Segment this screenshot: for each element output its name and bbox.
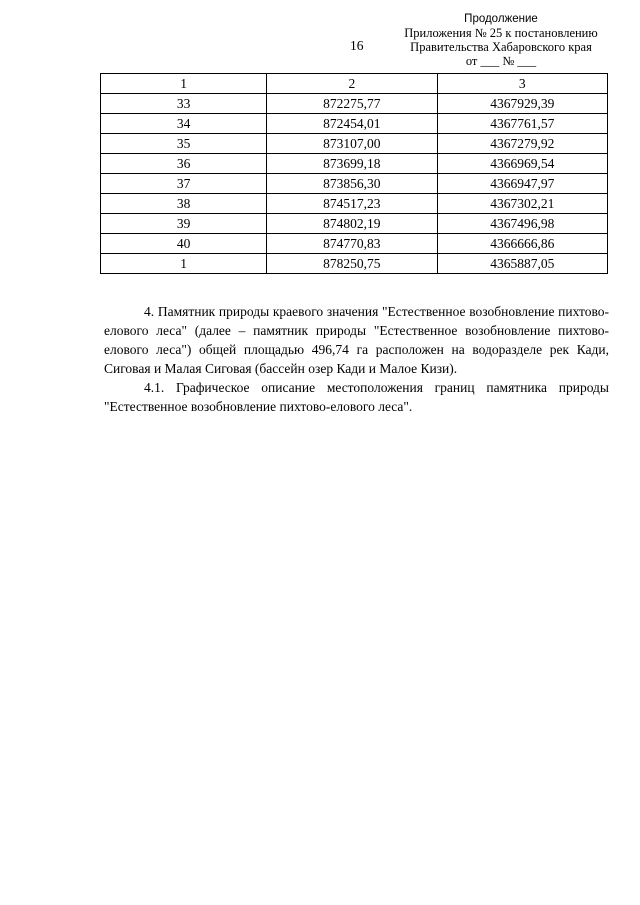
table-row <box>101 134 608 154</box>
y-coordinate-cell: 4367761,57 <box>437 114 607 134</box>
point-number-cell: 1 <box>101 254 267 274</box>
y-coordinate-cell: 4366666,86 <box>437 234 607 254</box>
x-coordinate-cell: 873699,18 <box>267 154 437 174</box>
page-number: 16 <box>350 38 364 53</box>
body-text <box>104 302 609 416</box>
table-row <box>101 214 608 234</box>
header-appendix-ref: Приложения № 25 к постановлению <box>404 26 598 40</box>
x-coordinate-cell: 874770,83 <box>267 234 437 254</box>
x-coordinate-cell: 878250,75 <box>267 254 437 274</box>
table-row <box>101 194 608 214</box>
table-header-row <box>101 74 608 94</box>
document-header <box>396 12 606 68</box>
column-header: 1 <box>101 74 267 94</box>
x-coordinate-cell: 874517,23 <box>267 194 437 214</box>
paragraph-graphic-description: 4.1. Графическое описание местоположения границ памятника природы "Естественное возобновление пихтово-елового леса". <box>104 380 609 414</box>
table-row <box>101 114 608 134</box>
header-date-number: от ___ № ___ <box>465 54 537 68</box>
coordinates-table <box>100 73 608 274</box>
x-coordinate-cell: 872275,77 <box>267 94 437 114</box>
point-number-cell: 37 <box>101 174 267 194</box>
column-header: 3 <box>437 74 607 94</box>
table-row <box>101 154 608 174</box>
x-coordinate-cell: 872454,01 <box>267 114 437 134</box>
point-number-cell: 39 <box>101 214 267 234</box>
point-number-cell: 40 <box>101 234 267 254</box>
table-row <box>101 234 608 254</box>
table-row <box>101 94 608 114</box>
y-coordinate-cell: 4366947,97 <box>437 174 607 194</box>
point-number-cell: 35 <box>101 134 267 154</box>
y-coordinate-cell: 4367302,21 <box>437 194 607 214</box>
point-number-cell: 36 <box>101 154 267 174</box>
y-coordinate-cell: 4366969,54 <box>437 154 607 174</box>
point-number-cell: 38 <box>101 194 267 214</box>
y-coordinate-cell: 4367279,92 <box>437 134 607 154</box>
x-coordinate-cell: 874802,19 <box>267 214 437 234</box>
y-coordinate-cell: 4367496,98 <box>437 214 607 234</box>
x-coordinate-cell: 873856,30 <box>267 174 437 194</box>
header-government: Правительства Хабаровского края <box>410 40 592 54</box>
table-row <box>101 174 608 194</box>
y-coordinate-cell: 4365887,05 <box>437 254 607 274</box>
point-number-cell: 34 <box>101 114 267 134</box>
x-coordinate-cell: 873107,00 <box>267 134 437 154</box>
point-number-cell: 33 <box>101 94 267 114</box>
header-continuation: Продолжение <box>464 13 538 25</box>
column-header: 2 <box>267 74 437 94</box>
table-row <box>101 254 608 274</box>
paragraph-nature-monument: 4. Памятник природы краевого значения "Естественное возобновление пихтово-елового леса" (далее – памятник природы "Естественное возобновление пихтово-елового леса") общей площадью 496,74 га расположен на водоразделе рек Кади, Сиговая и Малая Сиговая (бассейн озер Кади и Малое Кизи). <box>104 304 609 376</box>
y-coordinate-cell: 4367929,39 <box>437 94 607 114</box>
